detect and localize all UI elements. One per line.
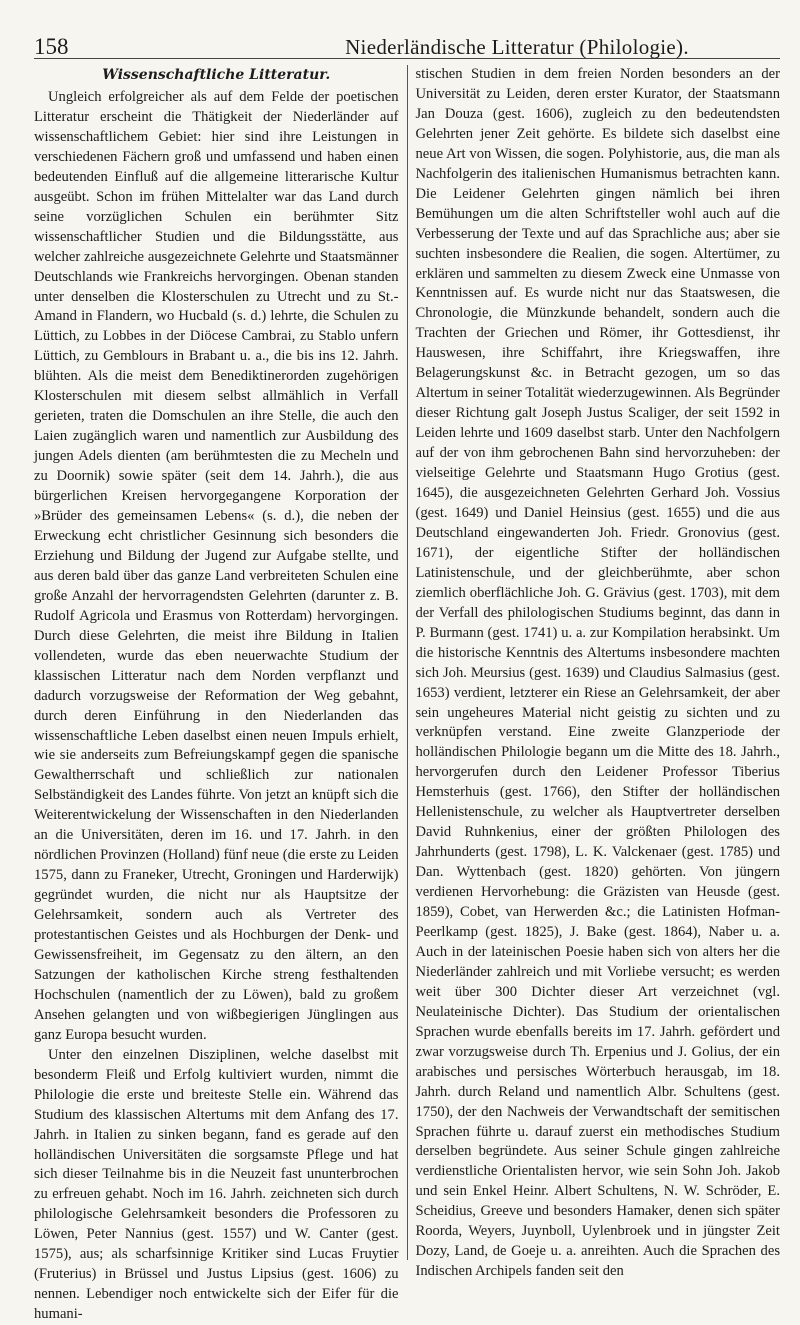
left-paragraph-1: Ungleich erfolgreicher als auf dem Felde der poetischen Litteratur erscheint die Thätigkeit der Niederländer auf wissenschaftlichem Gebiet: hier sind ihre Leistungen in verschiedenen Fächern groß und umfassend und haben einen bedeutenden Einfluß auf die allgemeine litterarische Kultur ausgeübt. Schon im frühen Mittelalter war das Land durch seine vorzüglichen Schulen ein berühmter Sitz wissenschaftlicher Studien und die Bildungsstätte, aus welcher zahlreiche ausgezeichnete Gelehrte und Staatsmänner Deutschlands wie Frankreichs hervorgingen. Obenan standen unter denselben die Klosterschulen zu Utrecht und zu St.-Amand in Flandern, wo Hucbald (s. d.) lehrte, die Schulen zu Lüttich, zu Lobbes in der Diöcese Cambrai, zu Stablo unfern Lüttich, zu Gemblours in Brabant u. a., die bis ins 12. Jahrh. blühten. Als die meist dem Benediktinerorden zugehörigen Klosterschulen mit diesem selbst allmählich in Verfall gerieten, traten die Domschulen an ihre Stelle, die auch den Laien zugänglich waren und namentlich zur Ausbildung des jungen Adels dienten (am berühmtesten die zu Mecheln und zu Doornik) sowie später (seit dem 14. Jahrh.), die aus bürgerlichen Kreisen hervorgegangene Korporation der »Brüder des gemeinsamen Lebens« (s. d.), die neben der Erweckung echt christlicher Gesinnung sich besonders die Erziehung und Bildung der Jugend zur Aufgabe stellte, und aus deren bald über das ganze Land verbreiteten Schulen eine große Anzahl der hervorragendsten Gelehrten (darunter z. B. Rudolf Agricola und Erasmus von Rotterdam) hervorgingen. Durch diese Gelehrten, die meist ihre Bildung in Italien vollendeten, wurde das eben neuerwachte Studium der klassischen Litteratur nach dem Norden verpflanzt und dadurch vorzugsweise der Reformation der Weg gebahnt, durch deren Einführung in den Niederlanden das wissenschaftliche Leben daselbst einen neuen Impuls erhielt, wie sie anderseits zum Befreiungskampf gegen die spanische Gewaltherrschaft und schließlich zur nationalen Selbständigkeit des Landes führte. Von jetzt an knüpft sich die Weiterentwickelung der Wissenschaften in den Niederlanden an die Universitäten, deren im 16. und 17. Jahrh. in den nördlichen Provinzen (Holland) fünf neue (die erste zu Leiden 1575, dann zu Franeker, Utrecht, Groningen und Harderwijk) gegründet wurden, die nicht nur als Hauptsitze der Gelehrsamkeit, sondern auch als Vertreter des protestantischen Geistes und als Hochburgen der Denk- und Gewissensfreiheit, im Gegensatz zu den ältern, an den Satzungen der katholischen Kirche streng festhaltenden Hochschulen (namentlich der zu Löwen), bald zu großem Ansehen gelangten und von wißbegierigen Jünglingen aus ganz Europa besucht wurden.	[34, 89, 399, 1043]
page-header	[34, 0, 780, 59]
running-title: Niederländische Litteratur (Philologie).	[345, 35, 689, 59]
left-paragraph-2: Unter den einzelnen Disziplinen, welche daselbst mit besonderm Fleiß und Erfolg kultiviert wurden, nimmt die Philologie die erste und breiteste Stelle ein. Während das Studium des klassischen Altertums mit dem Anfang des 17. Jahrh. in Italien zu sinken begann, fand es gerade auf den holländischen Universitäten die sorgsamste Pflege und hat sich dieser Teilnahme bis in die Neuzeit fast ununterbrochen zu erfreuen gehabt. Noch im 16. Jahrh. zeichneten sich durch philologische Gelehrsamkeit besonders die Professoren zu Löwen, Peter Nannius (gest. 1557) und W. Canter (gest. 1575), aus; als scharfsinnige Kritiker sind Lucas Fruytier (Fruterius) in Brüssel und Justus Lipsius (gest. 1606) zu nennen. Lebendiger noch entwickelte sich der Eifer für die humani-	[34, 1046, 399, 1323]
section-heading: Wissenschaftliche Litteratur.	[102, 67, 331, 83]
page-number: 158	[34, 34, 69, 59]
right-column	[407, 65, 781, 1280]
right-paragraph-1: stischen Studien in dem freien Norden besonders an der Universität zu Leiden, deren erster Kurator, der Staatsmann Jan Douza (gest. 1606), zugleich zu den bedeutendsten Gelehrten jener Zeit gehörte. Es bildete sich daselbst eine neue Art von Wissen, die sogen. Polyhistorie, aus, die man als Nachfolgerin des italienischen Humanismus betrachten kann. Die Leidener Gelehrten gingen nämlich bei ihren Bemühungen um die alten Schriftsteller wohl auch auf die Verbesserung der Texte und auf das Sprachliche aus; aber sie suchten insbesondere die Realien, die sogen. Altertümer, zu erklären und sammelten zu diesem Zweck eine Unmasse von Kenntnissen auf. Es wurde nicht nur das Staatswesen, die Chronologie, die Münzkunde behandelt, sondern auch die Trachten der Griechen und Römer, ihr Gottesdienst, ihr Hauswesen, ihre Schiffahrt, ihre Kriegswaffen, ihre Belagerungskunst &c. in Betracht gezogen, um so das Altertum in seiner Totalität wiederzugewinnen. Als Begründer dieser Richtung galt Joseph Justus Scaliger, der seit 1592 in Leiden lehrte und 1609 daselbst starb. Unter den Nachfolgern auf der von ihm gebrochenen Bahn sind hervorzuheben: der vielseitige Gelehrte und Staatsmann Hugo Grotius (gest. 1645), die ausgezeichneten Gelehrten Gerhard Joh. Vossius (gest. 1649) und Daniel Heinsius (gest. 1655) und die aus Deutschland eingewanderten Joh. Friedr. Gronovius (gest. 1671), der eigentliche Stifter der holländischen Latinistenschule, und der gleichberühmte, aber schon ziemlich oberflächliche Joh. G. Grävius (gest. 1703), mit dem der Verfall des philologischen Studiums beginnt, das dann in P. Burmann (gest. 1741) u. a. zur Kompilation herabsinkt. Um die historische Kenntnis des Altertums insbesondere machten sich Joh. Meursius (gest. 1639) und Claudius Salmasius (gest. 1653) verdient, letzterer ein Riese an Gelehrsamkeit, der aber sein ungeheures Material nicht geistig zu sichten und zu verknüpfen verstand. Eine zweite Glanzperiode der holländischen Philologie begann um die Mitte des 18. Jahrh., hervorgerufen durch den Leidener Professor Tiberius Hemsterhuis (gest. 1766), den Stifter der holländischen Hellenistenschule, zu welcher als Hauptvertreter derselben David Ruhnkenius, einer der größten Philologen des Jahrhunderts (gest. 1798), L. K. Valckenaer (gest. 1785) und Dan. Wyttenbach (gest. 1820) gehörten. Von jüngern verdienen Hervorhebung: die Gräzisten van Heusde (gest. 1859), Cobet, van Herwerden &c.; die Latinisten Hofman-Peerlkamp (gest. 1825), J. Bake (gest. 1864), Naber u. a. Auch in der lateinischen Poesie haben sich von alters her die Niederländer zahlreich und mit Vorliebe versucht; es werden weit über 300 Dichter dieser Art verzeichnet (vgl. Neulateinische Dichter). Das Studium der orientalischen Sprachen wurde ebenfalls bereits im 17. Jahrh. gefördert und zwar vorzugsweise durch Th. Erpenius und J. Golius, der ein arabisches und persisches Wörterbuch herausgab, im 18. Jahrh. durch Reland und namentlich Albr. Schultens (gest. 1750), der den Nachweis der Verwandtschaft der semitischen Sprachen führte u. darauf zuerst ein methodisches Studium derselben begründete. Aus seiner Schule gingen zahlreiche verdienstliche Orientalisten hervor, wie sein Sohn Joh. Jakob und sein Enkel Heinr. Albert Schultens, N. W. Schröder, E. Scheidius, Greeve und besonders Hamaker, denen sich später Roorda, Weyers, Juynboll, Uylenbroek und in jüngster Zeit Dozy, Land, de Goeje u. a. anreihten. Auch die Sprachen des Indischen Archipels fanden seit den	[415, 66, 780, 1280]
text-columns	[34, 65, 780, 1323]
left-column	[34, 65, 407, 1323]
